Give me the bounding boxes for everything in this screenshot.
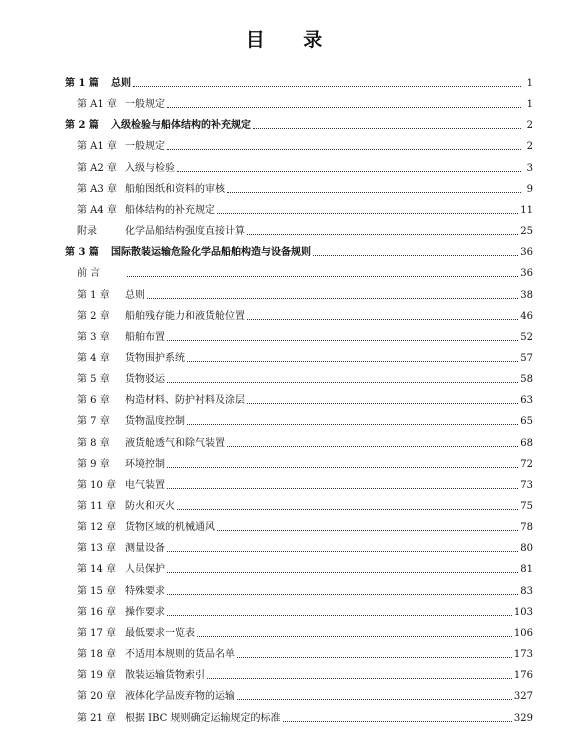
- toc-entry-title: 入级与检验: [125, 162, 175, 174]
- toc-entry-number: 第 A1 章: [77, 141, 117, 153]
- toc-chapter-row[interactable]: [77, 285, 533, 306]
- toc-page-number: 81: [520, 564, 533, 576]
- dot-leader: [147, 297, 518, 299]
- toc-entry-title: 货物温度控制: [125, 416, 185, 428]
- toc-page-number: 83: [520, 585, 533, 597]
- dot-leader: [217, 212, 518, 214]
- dot-leader: [247, 318, 518, 320]
- toc-entry-number: 第 A2 章: [77, 162, 117, 174]
- dot-leader: [187, 360, 518, 362]
- dot-leader: [283, 720, 512, 722]
- toc-entry-number: 第 20 章: [77, 691, 117, 703]
- toc-entry-number: 第 11 章: [77, 501, 117, 512]
- toc-page-number: 52: [520, 331, 533, 343]
- toc-entry-title: 根据 IBC 规则确定运输规定的标准: [125, 712, 281, 724]
- dot-leader: [167, 381, 518, 383]
- toc-entry-number: 第 19 章: [77, 670, 117, 682]
- dot-leader: [167, 593, 518, 595]
- toc-entry-number: 第 4 章: [77, 352, 110, 364]
- toc-chapter-row[interactable]: [77, 665, 533, 686]
- dot-leader: [227, 191, 521, 193]
- toc-chapter-row[interactable]: [77, 263, 533, 284]
- toc-chapter-row[interactable]: [77, 390, 533, 411]
- dot-leader: [167, 571, 518, 573]
- dot-leader: [247, 402, 518, 404]
- toc-entry-number: 第 2 章: [77, 310, 110, 322]
- toc-page-number: 9: [526, 183, 533, 195]
- dot-leader: [197, 635, 512, 637]
- dot-leader: [207, 677, 512, 679]
- toc-entry-number: 第 15 章: [77, 585, 117, 597]
- toc-page-number: 36: [520, 247, 533, 259]
- toc-entry-title: 货物围护系统: [125, 352, 185, 364]
- toc-page-number: 80: [520, 543, 533, 555]
- toc-chapter-row[interactable]: [77, 411, 533, 432]
- toc-chapter-row[interactable]: [77, 708, 533, 729]
- toc-entry-title: 电气装置: [125, 479, 165, 491]
- toc-chapter-row[interactable]: [77, 581, 533, 602]
- toc-page-number: 68: [520, 437, 533, 449]
- toc-entry-title: 总则: [125, 289, 145, 301]
- toc-chapter-row[interactable]: [77, 517, 533, 538]
- toc-page-number: 2: [526, 120, 533, 132]
- toc-chapter-row[interactable]: [77, 623, 533, 644]
- toc-entry-title: 化学品船结构强度直接计算: [125, 226, 245, 238]
- toc-part-row[interactable]: [65, 242, 533, 263]
- toc-part-row[interactable]: [65, 73, 533, 94]
- toc-chapter-row[interactable]: [77, 94, 533, 115]
- toc-entry-number: 第 12 章: [77, 522, 117, 534]
- toc-page-number: 176: [513, 670, 533, 682]
- toc-chapter-row[interactable]: [77, 538, 533, 559]
- toc-page-number: 75: [520, 501, 533, 512]
- toc-chapter-row[interactable]: [77, 602, 533, 623]
- dot-leader: [133, 85, 521, 87]
- toc-entry-title: 不适用本规则的货品名单: [125, 649, 235, 661]
- toc-page-number: 3: [526, 162, 533, 174]
- dot-leader: [217, 529, 518, 531]
- dot-leader: [227, 445, 518, 447]
- toc-entry-number: 第 7 章: [77, 416, 110, 428]
- toc-chapter-row[interactable]: [77, 369, 533, 390]
- toc-entry-number: 第 2 篇: [65, 120, 99, 132]
- toc-chapter-row[interactable]: [77, 200, 533, 221]
- toc-entry-number: 第 A3 章: [77, 183, 117, 195]
- toc-page-number: 78: [520, 522, 533, 534]
- dot-leader: [253, 127, 521, 129]
- toc-part-row[interactable]: [65, 115, 533, 136]
- toc-page-number: 46: [520, 310, 533, 322]
- toc-chapter-row[interactable]: [77, 136, 533, 157]
- toc-page-number: 327: [513, 691, 533, 703]
- toc-page-number: 36: [520, 268, 533, 280]
- dot-leader: [167, 339, 518, 341]
- toc-entry-title: 一般规定: [125, 99, 165, 111]
- toc-entry-title: 入级检验与船体结构的补充规定: [111, 120, 251, 132]
- toc-entry-title: 最低要求一览表: [125, 627, 195, 639]
- toc-page-number: 65: [520, 416, 533, 428]
- toc-chapter-row[interactable]: [77, 179, 533, 200]
- toc-entry-number: 第 17 章: [77, 627, 117, 639]
- toc-page-number: 73: [520, 479, 533, 491]
- toc-entry-title: 人员保护: [125, 564, 165, 576]
- toc-entry-number: 第 21 章: [77, 712, 117, 724]
- toc-entry-title: 船舶残存能力和液货舱位置: [125, 310, 245, 322]
- toc-page-number: 63: [520, 395, 533, 407]
- toc-entry-title: 货物驳运: [125, 374, 165, 386]
- toc-chapter-row[interactable]: [77, 686, 533, 707]
- toc-entry-title: 测量设备: [125, 543, 165, 555]
- toc-chapter-row[interactable]: [77, 559, 533, 580]
- toc-entry-title: 一般规定: [125, 141, 165, 153]
- toc-entry-number: 前 言: [77, 268, 101, 280]
- dot-leader: [127, 275, 518, 277]
- toc-page-number: 329: [513, 712, 533, 724]
- toc-page-number: 2: [526, 141, 533, 153]
- toc-entry-number: 第 1 篇: [65, 78, 99, 89]
- dot-leader: [177, 508, 518, 510]
- toc-entry-title: 操作要求: [125, 606, 165, 618]
- toc-page-number: 103: [513, 606, 533, 618]
- toc-entry-number: 第 8 章: [77, 437, 110, 449]
- toc-entry-title: 构造材料、防护衬料及涂层: [125, 395, 245, 407]
- dot-leader: [167, 466, 518, 468]
- toc-entry-number: 第 14 章: [77, 564, 117, 576]
- dot-leader: [167, 614, 512, 616]
- toc-chapter-row[interactable]: [77, 433, 533, 454]
- dot-leader: [167, 487, 518, 489]
- toc-entry-number: 第 3 章: [77, 331, 110, 343]
- toc-page-number: 173: [513, 649, 533, 661]
- toc-page-number: 58: [520, 374, 533, 386]
- toc-chapter-row[interactable]: [77, 221, 533, 242]
- toc-page-number: 57: [520, 352, 533, 364]
- toc-entry-number: 附录: [77, 226, 97, 238]
- toc-entry-title: 船体结构的补充规定: [125, 204, 215, 216]
- toc-entry-title: 总则: [111, 78, 131, 89]
- toc-entry-number: 第 10 章: [77, 479, 117, 491]
- toc-entry-number: 第 13 章: [77, 543, 117, 555]
- toc-entry-title: 特殊要求: [125, 585, 165, 597]
- toc-chapter-row[interactable]: [77, 454, 533, 475]
- dot-leader: [237, 698, 512, 700]
- toc-chapter-row[interactable]: [77, 348, 533, 369]
- dot-leader: [237, 656, 512, 658]
- toc-chapter-row[interactable]: [77, 306, 533, 327]
- toc-page-number: 38: [520, 289, 533, 301]
- toc-page-number: 1: [526, 78, 533, 89]
- toc-entry-title: 环境控制: [125, 458, 165, 470]
- dot-leader: [177, 170, 521, 172]
- toc-page-number: 11: [520, 204, 533, 216]
- toc-entry-number: 第 1 章: [77, 289, 110, 301]
- page-title: 目 录: [245, 29, 339, 51]
- toc-entry-title: 散装运输货物索引: [125, 670, 205, 682]
- toc-page-number: 25: [520, 226, 533, 238]
- toc-entry-title: 液货舱透气和除气装置: [125, 437, 225, 449]
- toc-entry-title: 船舶布置: [125, 331, 165, 343]
- dot-leader: [247, 233, 518, 235]
- toc-entry-number: 第 16 章: [77, 606, 117, 618]
- toc-page-number: 1: [526, 99, 533, 111]
- toc-entry-number: 第 6 章: [77, 395, 110, 407]
- dot-leader: [187, 423, 518, 425]
- dot-leader: [167, 550, 518, 552]
- toc-chapter-row[interactable]: [77, 644, 533, 665]
- toc-chapter-row[interactable]: [77, 496, 533, 517]
- dot-leader: [313, 254, 518, 256]
- toc-chapter-row[interactable]: [77, 475, 533, 496]
- toc-entry-number: 第 A4 章: [77, 204, 117, 216]
- toc-page-number: 72: [520, 458, 533, 470]
- toc-entry-title: 国际散装运输危险化学品船舶构造与设备规则: [111, 247, 311, 259]
- toc-entry-number: 第 5 章: [77, 374, 110, 386]
- toc-entry-title: 液体化学品废弃物的运输: [125, 691, 235, 703]
- toc-entry-title: 货物区域的机械通风: [125, 522, 215, 534]
- toc-chapter-row[interactable]: [77, 158, 533, 179]
- dot-leader: [167, 148, 521, 150]
- toc-page-number: 106: [513, 627, 533, 639]
- toc-entry-number: 第 18 章: [77, 649, 117, 661]
- toc-entry-number: 第 3 篇: [65, 247, 99, 259]
- toc-chapter-row[interactable]: [77, 327, 533, 348]
- toc-entry-title: 防火和灭火: [125, 501, 175, 512]
- toc-entry-number: 第 A1 章: [77, 99, 117, 111]
- toc-entry-number: 第 9 章: [77, 458, 110, 470]
- dot-leader: [167, 106, 521, 108]
- toc-entry-title: 船舶图纸和资料的审核: [125, 183, 225, 195]
